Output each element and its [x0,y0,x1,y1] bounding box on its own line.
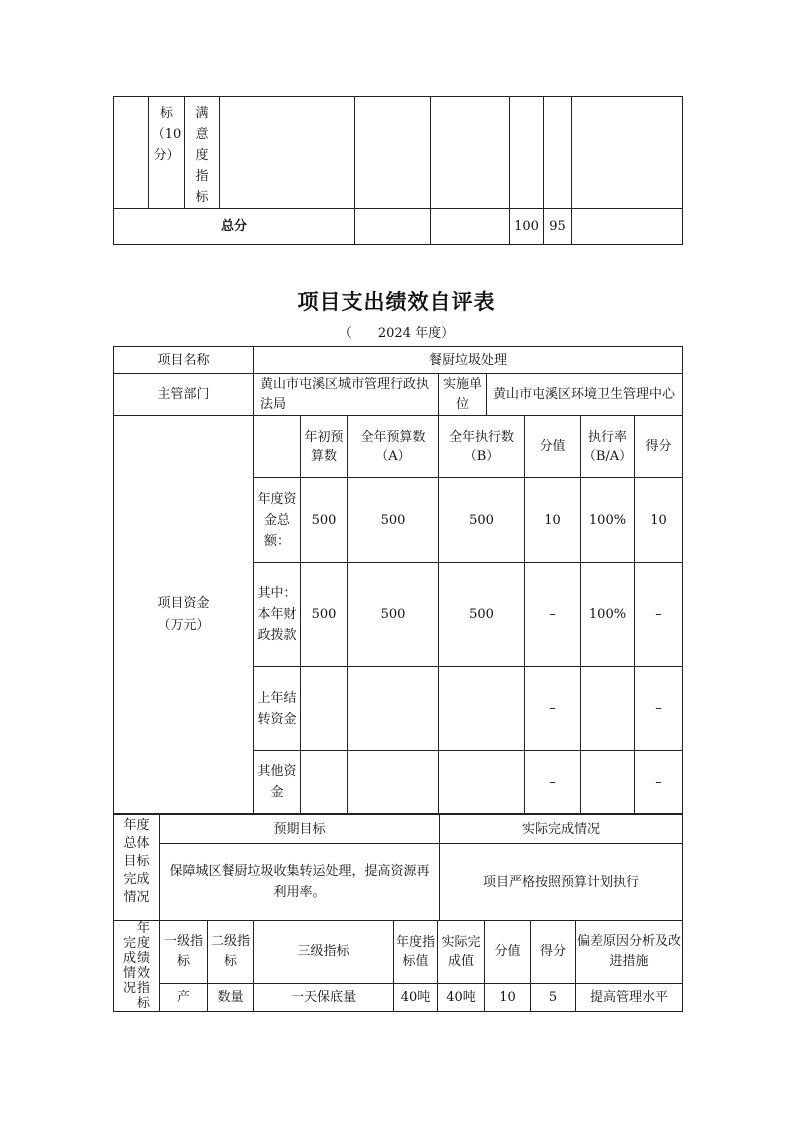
col-rate: 执行率（B/A） [581,416,635,478]
col-target: 年度指标值 [394,921,438,984]
year-line: （ 2024 年度） [338,326,455,341]
actual-status: 项目严格按照预算计划执行 [440,844,683,921]
indicator-weight-label: 标 （10 分） [149,97,185,209]
top-continuation-table [113,96,683,245]
project-name-label: 项目名称 [114,347,254,374]
fund-row: 其中：本年财政拨款 500 500 500 – 100% – [114,563,683,667]
expected-goal-header: 预期目标 [160,815,440,844]
col-weight: 分值 [525,416,581,478]
col-level1: 一级指标 [160,921,208,984]
project-name: 餐厨垃圾处理 [254,347,683,374]
col-executed: 全年执行数（B） [439,416,525,478]
fund-row: 其他资金 – – [114,751,683,814]
impl-label: 实施单位 [439,374,487,416]
funds-label: 项目资金（万元） [114,416,254,814]
empty-cell [114,97,149,209]
dept-label: 主管部门 [114,374,254,416]
page-title: 项目支出绩效自评表 [297,290,496,314]
satisfaction-indicator-label: 满 意 度 指 标 [185,97,220,209]
goals-label: 年度总体目标完成情况 [114,815,160,921]
total-score: 95 [544,209,572,245]
col-initial-budget: 年初预算数 [301,416,348,478]
actual-status-header: 实际完成情况 [440,815,683,844]
expected-goal: 保障城区餐厨垃圾收集转运处理，提高资源再利用率。 [160,844,440,921]
impl-value: 黄山市屯溪区环境卫生管理中心 [487,374,683,416]
col-analysis: 偏差原因分析及改进措施 [576,921,683,984]
indicators-table [113,920,683,1012]
col-full-year-budget: 全年预算数（A） [348,416,439,478]
col-level3: 三级指标 [254,921,394,984]
goals-table [113,814,683,921]
total-score-label: 总分 [114,209,355,245]
fund-row: 年度资金总额： 500 500 500 10 100% 10 [114,478,683,563]
col-actual: 实际完成值 [438,921,485,984]
col-level2: 二级指标 [208,921,254,984]
col-score: 得分 [635,416,683,478]
completion-label: 完成情况年度绩效指标 [114,921,160,1012]
table-row: 产 数量 一天保底量 40吨 40吨 10 5 提高管理水平 [114,983,683,1011]
fund-row: 上年结转资金 – – [114,667,683,751]
col-ind-score: 得分 [531,921,576,984]
dept-value: 黄山市屯溪区城市管理行政执法局 [254,374,439,416]
total-weight: 100 [510,209,544,245]
col-ind-weight: 分值 [485,921,531,984]
main-evaluation-table [113,346,683,814]
